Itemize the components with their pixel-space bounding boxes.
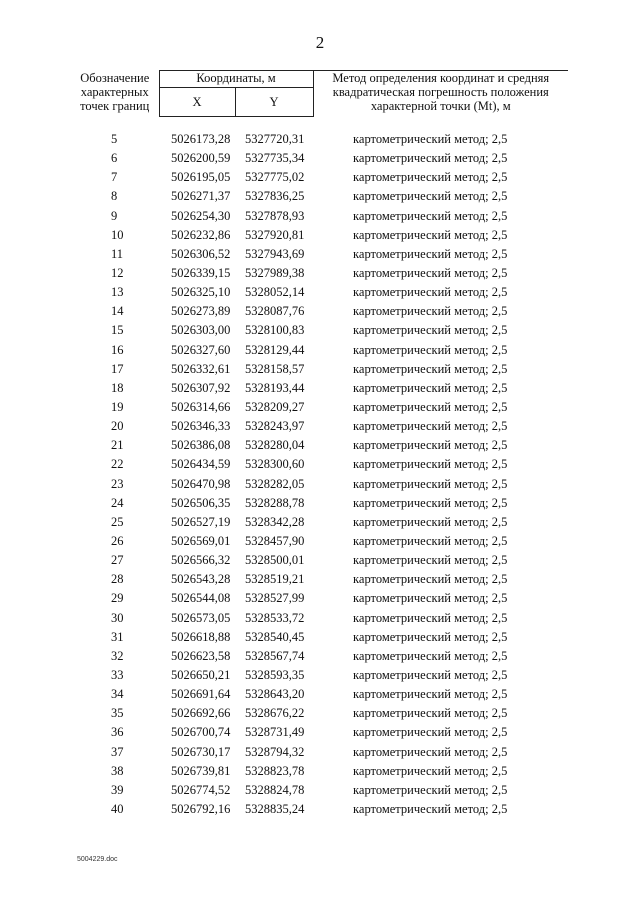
point-number-cell: 19 <box>111 400 124 415</box>
y-coordinate-cell: 5328794,32 <box>245 744 305 759</box>
table-row <box>71 781 568 800</box>
method-cell: картометрический метод; 2,5 <box>353 285 508 300</box>
x-coordinate-cell: 5026573,05 <box>171 610 231 625</box>
point-number-cell: 9 <box>111 208 118 223</box>
y-coordinate-cell: 5328643,20 <box>245 687 305 702</box>
table-row <box>71 149 568 168</box>
y-coordinate-cell: 5328527,99 <box>245 591 305 606</box>
method-cell: картометрический метод; 2,5 <box>353 132 508 147</box>
y-coordinate-cell: 5328280,04 <box>245 438 305 453</box>
table-row <box>71 685 568 704</box>
table-body <box>71 130 568 819</box>
method-cell: картометрический метод; 2,5 <box>353 189 508 204</box>
y-coordinate-cell: 5328209,27 <box>245 400 305 415</box>
x-coordinate-cell: 5026254,30 <box>171 208 231 223</box>
x-coordinate-cell: 5026232,86 <box>171 227 231 242</box>
method-cell: картометрический метод; 2,5 <box>353 457 508 472</box>
method-cell: картометрический метод; 2,5 <box>353 170 508 185</box>
point-number-cell: 37 <box>111 744 124 759</box>
point-number-cell: 35 <box>111 706 124 721</box>
point-number-cell: 24 <box>111 495 124 510</box>
y-coordinate-cell: 5328824,78 <box>245 782 305 797</box>
method-cell: картометрический метод; 2,5 <box>353 725 508 740</box>
y-coordinate-cell: 5328540,45 <box>245 629 305 644</box>
point-number-cell: 38 <box>111 763 124 778</box>
x-coordinate-cell: 5026271,37 <box>171 189 231 204</box>
point-number-cell: 32 <box>111 648 124 663</box>
x-coordinate-cell: 5026792,16 <box>171 801 231 816</box>
y-coordinate-cell: 5328282,05 <box>245 476 305 491</box>
point-number-cell: 12 <box>111 266 124 281</box>
method-cell: картометрический метод; 2,5 <box>353 801 508 816</box>
point-number-cell: 20 <box>111 419 124 434</box>
y-coordinate-cell: 5328533,72 <box>245 610 305 625</box>
table-row <box>71 455 568 474</box>
method-cell: картометрический метод; 2,5 <box>353 476 508 491</box>
point-number-cell: 5 <box>111 132 118 147</box>
y-coordinate-cell: 5327775,02 <box>245 170 305 185</box>
point-number-cell: 15 <box>111 323 124 338</box>
x-coordinate-cell: 5026692,66 <box>171 706 231 721</box>
table-row <box>71 245 568 264</box>
y-coordinate-cell: 5328193,44 <box>245 380 305 395</box>
y-coordinate-cell: 5327720,31 <box>245 132 305 147</box>
method-cell: картометрический метод; 2,5 <box>353 763 508 778</box>
x-coordinate-cell: 5026332,61 <box>171 361 231 376</box>
point-number-cell: 10 <box>111 227 124 242</box>
point-number-cell: 31 <box>111 629 124 644</box>
point-number-cell: 17 <box>111 361 124 376</box>
point-number-cell: 18 <box>111 380 124 395</box>
x-coordinate-cell: 5026700,74 <box>171 725 231 740</box>
y-coordinate-cell: 5328100,83 <box>245 323 305 338</box>
method-cell: картометрический метод; 2,5 <box>353 495 508 510</box>
x-coordinate-cell: 5026739,81 <box>171 763 231 778</box>
y-coordinate-cell: 5328823,78 <box>245 763 305 778</box>
header-x: X <box>159 88 235 117</box>
coordinates-table <box>71 70 568 819</box>
point-number-cell: 27 <box>111 553 124 568</box>
table-row <box>71 168 568 187</box>
point-number-cell: 14 <box>111 304 124 319</box>
x-coordinate-cell: 5026506,35 <box>171 495 231 510</box>
header-method: Метод определения координат и средняя квадратическая погрешность положения характерной точки (Mt), м <box>313 71 568 117</box>
y-coordinate-cell: 5328052,14 <box>245 285 305 300</box>
file-name-footer: 5004229.doc <box>77 856 118 863</box>
y-coordinate-cell: 5327943,69 <box>245 246 305 261</box>
point-number-cell: 25 <box>111 514 124 529</box>
table-row <box>71 302 568 321</box>
method-cell: картометрический метод; 2,5 <box>353 534 508 549</box>
y-coordinate-cell: 5328243,97 <box>245 419 305 434</box>
table-row <box>71 570 568 589</box>
table-row <box>71 187 568 206</box>
point-number-cell: 8 <box>111 189 118 204</box>
y-coordinate-cell: 5328087,76 <box>245 304 305 319</box>
point-number-cell: 30 <box>111 610 124 625</box>
point-number-cell: 22 <box>111 457 124 472</box>
table-row <box>71 609 568 628</box>
table-row <box>71 513 568 532</box>
point-number-cell: 21 <box>111 438 124 453</box>
x-coordinate-cell: 5026691,64 <box>171 687 231 702</box>
table-row <box>71 207 568 226</box>
y-coordinate-cell: 5328158,57 <box>245 361 305 376</box>
method-cell: картометрический метод; 2,5 <box>353 419 508 434</box>
x-coordinate-cell: 5026623,58 <box>171 648 231 663</box>
y-coordinate-cell: 5328593,35 <box>245 668 305 682</box>
method-cell: картометрический метод; 2,5 <box>353 668 508 682</box>
y-coordinate-cell: 5327878,93 <box>245 208 305 223</box>
method-cell: картометрический метод; 2,5 <box>353 208 508 223</box>
point-number-cell: 29 <box>111 591 124 606</box>
method-cell: картометрический метод; 2,5 <box>353 572 508 587</box>
method-cell: картометрический метод; 2,5 <box>353 400 508 415</box>
point-number-cell: 13 <box>111 285 124 300</box>
table-row <box>71 379 568 398</box>
x-coordinate-cell: 5026195,05 <box>171 170 231 185</box>
table-row <box>71 398 568 417</box>
x-coordinate-cell: 5026339,15 <box>171 266 231 281</box>
method-cell: картометрический метод; 2,5 <box>353 323 508 338</box>
table-row <box>71 666 568 685</box>
point-number-cell: 6 <box>111 151 118 166</box>
point-number-cell: 40 <box>111 801 124 816</box>
x-coordinate-cell: 5026386,08 <box>171 438 231 453</box>
x-coordinate-cell: 5026470,98 <box>171 476 231 491</box>
method-cell: картометрический метод; 2,5 <box>353 342 508 357</box>
page-number: 2 <box>315 33 325 52</box>
x-coordinate-cell: 5026774,52 <box>171 782 231 797</box>
x-coordinate-cell: 5026566,32 <box>171 553 231 568</box>
method-cell: картометрический метод; 2,5 <box>353 782 508 797</box>
y-coordinate-cell: 5327735,34 <box>245 151 305 166</box>
x-coordinate-cell: 5026730,17 <box>171 744 231 759</box>
method-cell: картометрический метод; 2,5 <box>353 648 508 663</box>
point-number-cell: 7 <box>111 170 118 185</box>
x-coordinate-cell: 5026307,92 <box>171 380 231 395</box>
point-number-cell: 28 <box>111 572 124 587</box>
header-point-label: Обозначение характерных точек границ <box>71 71 159 117</box>
header-y: Y <box>235 88 313 117</box>
x-coordinate-cell: 5026434,59 <box>171 457 231 472</box>
x-coordinate-cell: 5026650,21 <box>171 668 231 682</box>
y-coordinate-cell: 5328676,22 <box>245 706 305 721</box>
method-cell: картометрический метод; 2,5 <box>353 629 508 644</box>
x-coordinate-cell: 5026173,28 <box>171 132 231 147</box>
x-coordinate-cell: 5026327,60 <box>171 342 231 357</box>
y-coordinate-cell: 5328288,78 <box>245 495 305 510</box>
y-coordinate-cell: 5328129,44 <box>245 342 305 357</box>
x-coordinate-cell: 5026273,89 <box>171 304 231 319</box>
table-row <box>71 628 568 647</box>
point-number-cell: 33 <box>111 668 124 682</box>
method-cell: картометрический метод; 2,5 <box>353 553 508 568</box>
y-coordinate-cell: 5328731,49 <box>245 725 305 740</box>
table-row <box>71 704 568 723</box>
table-row <box>71 551 568 570</box>
method-cell: картометрический метод; 2,5 <box>353 610 508 625</box>
table-row <box>71 264 568 283</box>
method-cell: картометрический метод; 2,5 <box>353 744 508 759</box>
table-row <box>71 723 568 742</box>
table-row <box>71 589 568 608</box>
table-row <box>71 532 568 551</box>
x-coordinate-cell: 5026544,08 <box>171 591 231 606</box>
y-coordinate-cell: 5328835,24 <box>245 801 305 816</box>
header-coordinates: Координаты, м <box>159 71 313 88</box>
y-coordinate-cell: 5328500,01 <box>245 553 305 568</box>
method-cell: картометрический метод; 2,5 <box>353 514 508 529</box>
table-row <box>71 417 568 436</box>
x-coordinate-cell: 5026314,66 <box>171 400 231 415</box>
y-coordinate-cell: 5328342,28 <box>245 514 305 529</box>
table-row <box>71 283 568 302</box>
point-number-cell: 34 <box>111 687 124 702</box>
x-coordinate-cell: 5026543,28 <box>171 572 231 587</box>
table-row <box>71 360 568 379</box>
table-row <box>71 743 568 762</box>
method-cell: картометрический метод; 2,5 <box>353 380 508 395</box>
table-row <box>71 762 568 781</box>
method-cell: картометрический метод; 2,5 <box>353 591 508 606</box>
method-cell: картометрический метод; 2,5 <box>353 304 508 319</box>
y-coordinate-cell: 5328457,90 <box>245 534 305 549</box>
method-cell: картометрический метод; 2,5 <box>353 227 508 242</box>
table-row <box>71 494 568 513</box>
x-coordinate-cell: 5026569,01 <box>171 534 231 549</box>
point-number-cell: 36 <box>111 725 124 740</box>
x-coordinate-cell: 5026306,52 <box>171 246 231 261</box>
point-number-cell: 23 <box>111 476 124 491</box>
point-number-cell: 39 <box>111 782 124 797</box>
table-row <box>71 341 568 360</box>
method-cell: картометрический метод; 2,5 <box>353 266 508 281</box>
y-coordinate-cell: 5328519,21 <box>245 572 305 587</box>
table-row <box>71 130 568 149</box>
y-coordinate-cell: 5327836,25 <box>245 189 305 204</box>
table-row <box>71 475 568 494</box>
method-cell: картометрический метод; 2,5 <box>353 706 508 721</box>
x-coordinate-cell: 5026527,19 <box>171 514 231 529</box>
method-cell: картометрический метод; 2,5 <box>353 438 508 453</box>
method-cell: картометрический метод; 2,5 <box>353 687 508 702</box>
table-row <box>71 321 568 340</box>
x-coordinate-cell: 5026200,59 <box>171 151 231 166</box>
table-row <box>71 647 568 666</box>
point-number-cell: 16 <box>111 342 124 357</box>
y-coordinate-cell: 5328567,74 <box>245 648 305 663</box>
y-coordinate-cell: 5328300,60 <box>245 457 305 472</box>
method-cell: картометрический метод; 2,5 <box>353 246 508 261</box>
x-coordinate-cell: 5026303,00 <box>171 323 231 338</box>
method-cell: картометрический метод; 2,5 <box>353 361 508 376</box>
x-coordinate-cell: 5026618,88 <box>171 629 231 644</box>
y-coordinate-cell: 5327920,81 <box>245 227 305 242</box>
x-coordinate-cell: 5026346,33 <box>171 419 231 434</box>
point-number-cell: 26 <box>111 534 124 549</box>
point-number-cell: 11 <box>111 246 124 261</box>
method-cell: картометрический метод; 2,5 <box>353 151 508 166</box>
table-row <box>71 436 568 455</box>
table-row <box>71 226 568 245</box>
table-row <box>71 800 568 819</box>
x-coordinate-cell: 5026325,10 <box>171 285 231 300</box>
y-coordinate-cell: 5327989,38 <box>245 266 305 281</box>
